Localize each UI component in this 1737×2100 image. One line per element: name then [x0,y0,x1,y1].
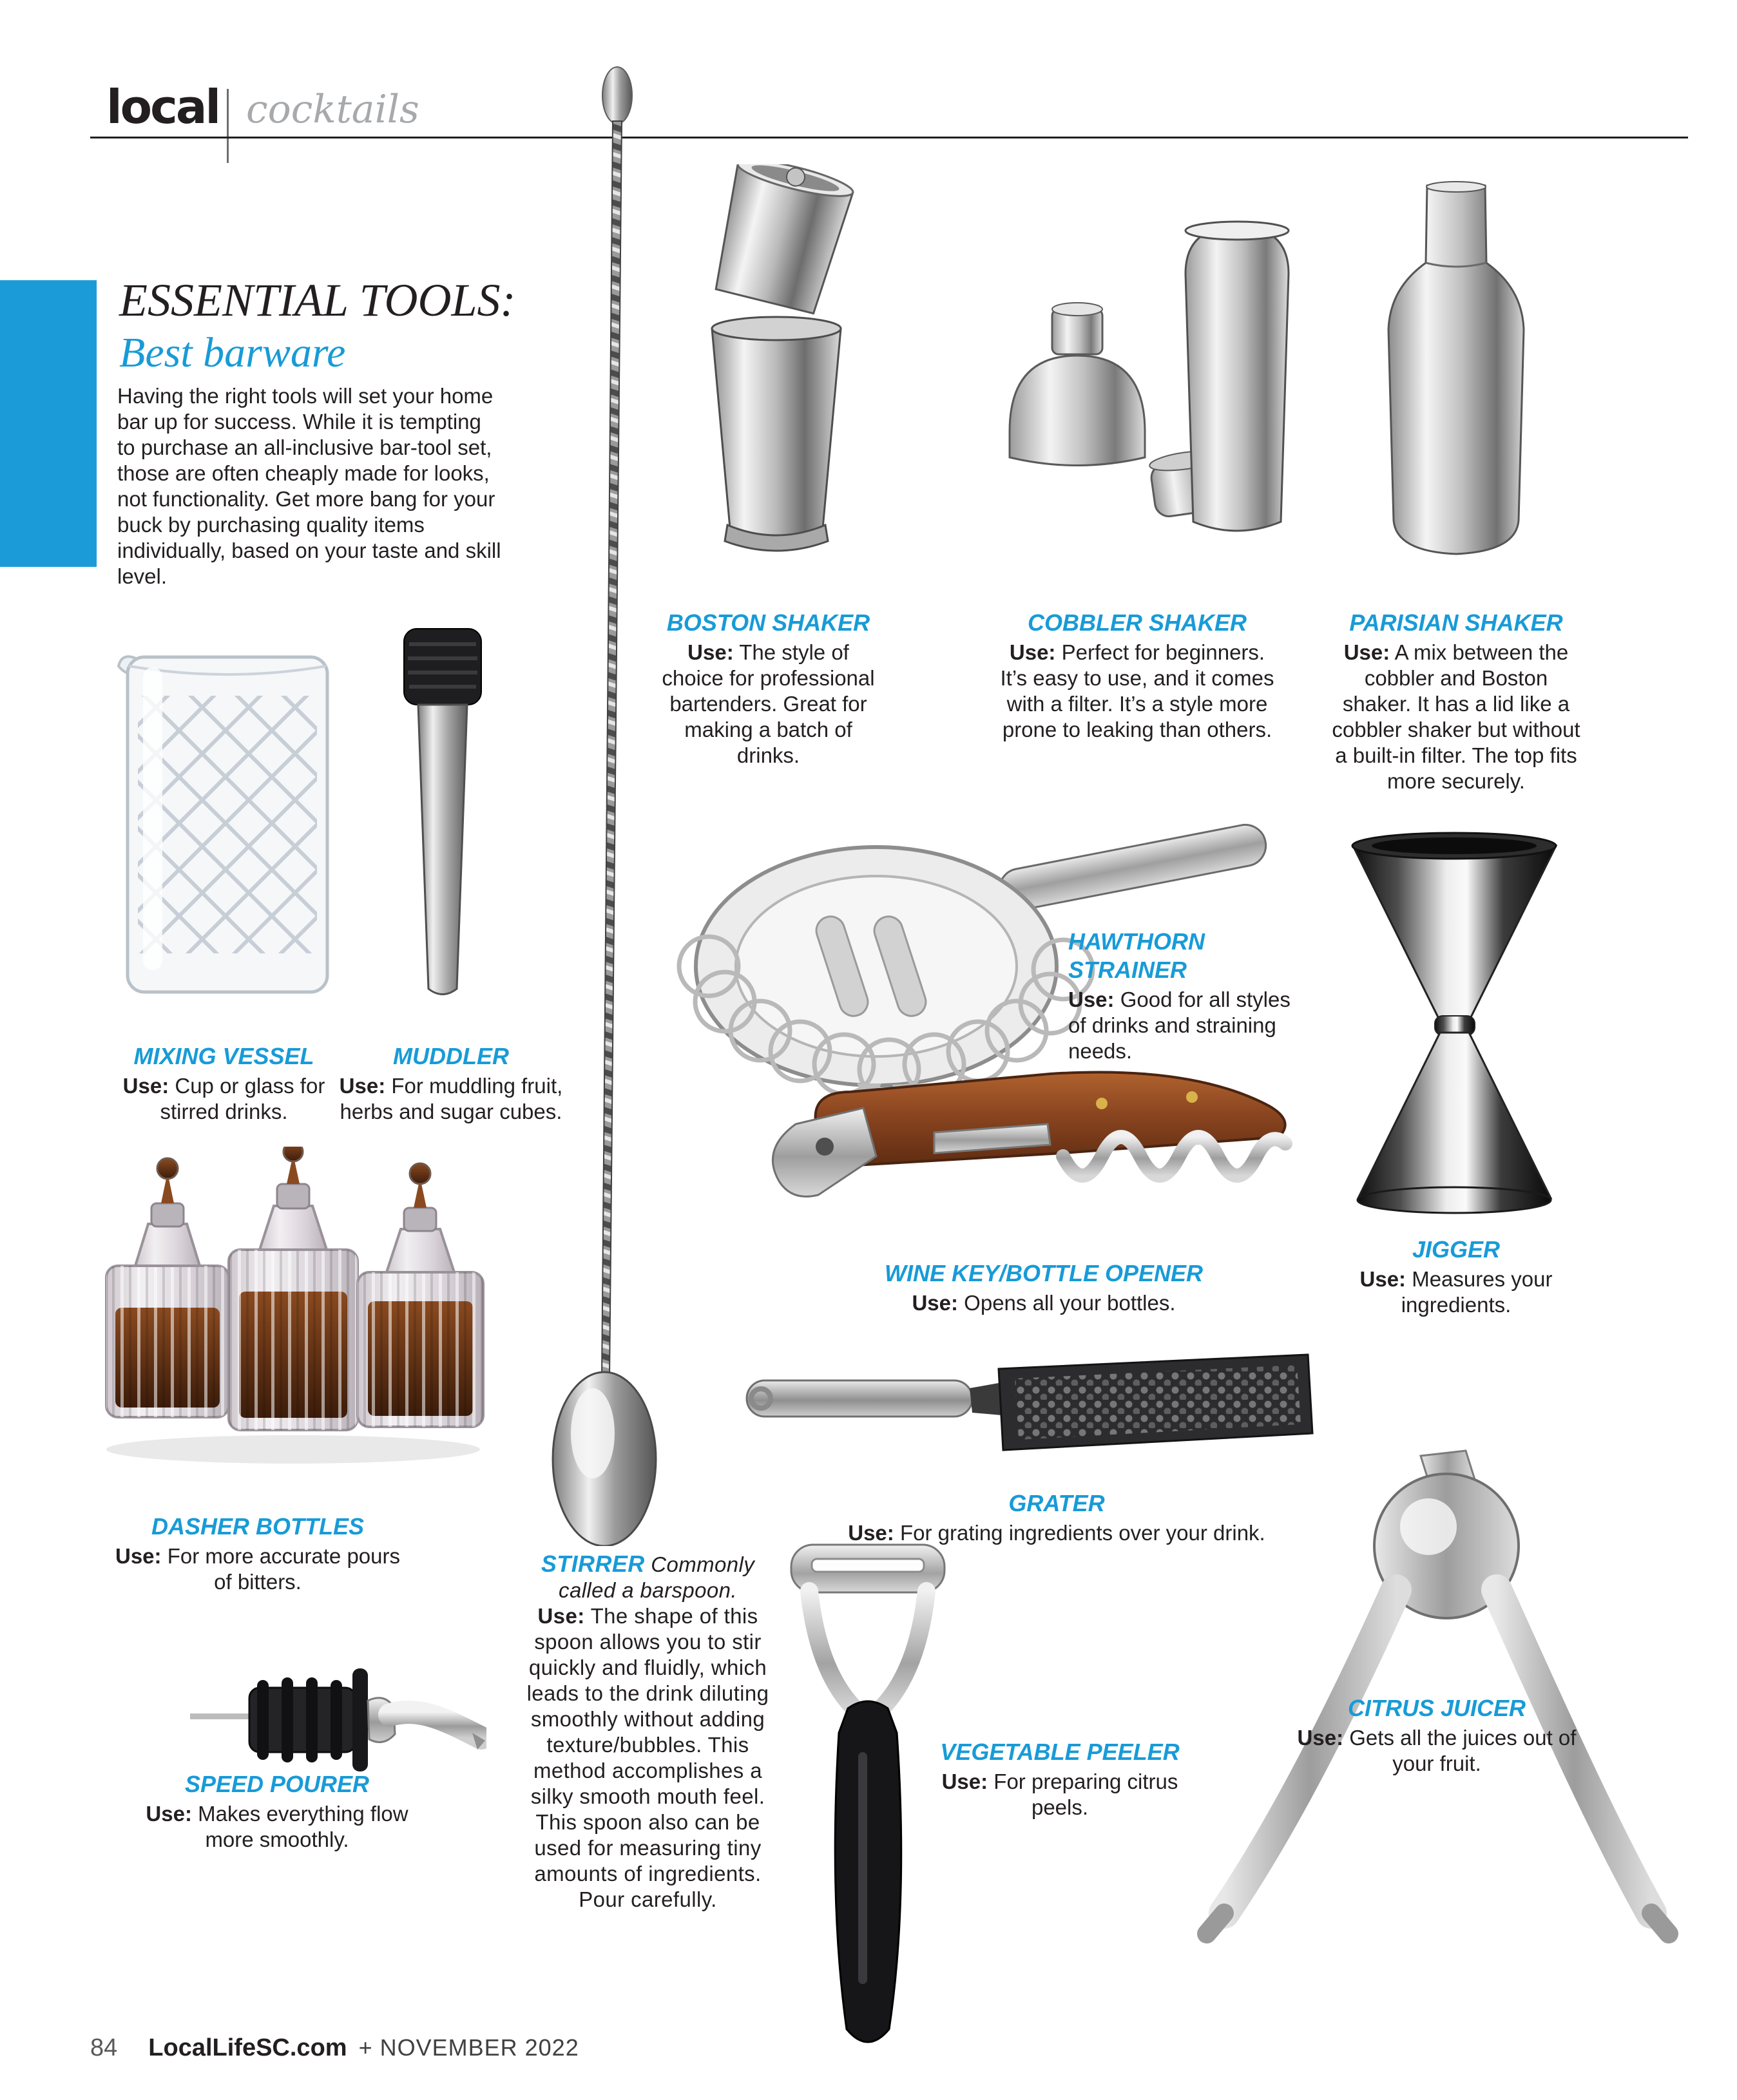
caption-grater [818,1489,1295,1546]
caption-jigger [1356,1236,1556,1318]
item-description: For more accurate pours of bitters. [167,1544,400,1594]
intro-paragraph: Having the right tools will set your home bar up for success. While it is tempting to purchase an all-inclusive bar-tool set, those are often cheaply made for looks, not functionality. Get more bang for your buck by purchasing quality items individually, based on your taste and skill level. [117,384,501,588]
stirrer-image [548,64,664,1546]
masthead-divider [227,89,229,163]
use-label: Use: [1297,1726,1344,1750]
magazine-logo: local [106,80,220,134]
page-footer [90,2034,579,2062]
wine-key-image [741,1047,1321,1253]
use-label: Use: [1359,1267,1406,1291]
item-title-dasher-bottles: DASHER BOTTLES [151,1513,364,1540]
item-description: Cup or glass for stirred drinks. [160,1074,325,1123]
item-description: Opens all your bottles. [964,1291,1176,1315]
jigger-image [1343,828,1566,1227]
use-label: Use: [687,640,734,664]
item-title-boston-shaker: BOSTON SHAKER [666,609,870,636]
item-title-mixing-vessel: MIXING VESSEL [133,1043,314,1069]
item-title-wine-key: WINE KEY/BOTTLE OPENER [884,1260,1204,1286]
caption-citrus-juicer [1295,1694,1579,1777]
muddler-image [390,625,496,1008]
use-label: Use: [122,1074,169,1098]
item-description: Gets all the juices out of your fruit. [1349,1726,1577,1775]
item-title-muddler: MUDDLER [393,1043,509,1069]
caption-speed-pourer [139,1770,416,1853]
use-label: Use: [146,1802,192,1826]
caption-muddler [335,1042,567,1125]
item-description: For muddling fruit, herbs and sugar cubes. [340,1074,563,1123]
item-subtitle-stirrer: Commonly called a barspoon. [559,1552,755,1602]
accent-bar [0,280,97,567]
use-label: Use: [1068,988,1115,1011]
caption-parisian-shaker [1330,609,1582,794]
caption-vegetable-peeler [925,1738,1195,1820]
item-title-hawthorn-strainer: HAWTHORN STRAINER [1068,928,1205,983]
mixing-vessel-image [110,638,341,1008]
caption-hawthorn-strainer [1068,928,1300,1064]
item-description: Perfect for beginners. It’s easy to use, and it comes with a filter. It’s a style more prone to leaking than others. [1000,640,1274,741]
use-label: Use: [115,1544,162,1568]
article-subtitle: Best barware [119,329,346,376]
item-description: For preparing citrus peels. [993,1770,1178,1819]
footer-issue: + NOVEMBER 2022 [358,2034,579,2061]
use-label: Use: [339,1074,386,1098]
use-label: Use: [912,1291,958,1315]
item-title-parisian-shaker: PARISIAN SHAKER [1349,609,1563,636]
item-description: Makes everything flow more smoothly. [198,1802,408,1851]
item-title-stirrer: STIRRER [541,1551,645,1577]
item-title-jigger: JIGGER [1412,1236,1501,1263]
footer-site: LocalLifeSC.com [148,2034,347,2061]
section-title: cocktails [246,87,419,132]
caption-cobbler-shaker [999,609,1276,743]
use-label: Use: [848,1521,894,1545]
item-title-grater: GRATER [1008,1490,1105,1516]
item-description: For grating ingredients over your drink. [899,1521,1265,1545]
cobbler-shaker-image [995,187,1298,573]
caption-mixing-vessel [100,1042,348,1125]
article-title: ESSENTIAL TOOLS: [119,274,516,326]
item-description: Measures your ingredients. [1401,1267,1553,1317]
masthead-rule [90,137,1688,138]
page-number: 84 [90,2034,118,2061]
parisian-shaker-image [1356,180,1556,573]
item-title-speed-pourer: SPEED POURER [184,1771,370,1797]
item-title-cobbler-shaker: COBBLER SHAKER [1027,609,1247,636]
item-description: The shape of this spoon allows you to stir quickly and fluidly, which leads to the drink diluting smoothly without adding texture/bubbles. This method accomplishes a silky smooth mouth feel. This spoon also can be used for measuring tiny amounts of ingredients. Pour carefully. [526,1604,769,1911]
caption-wine-key [831,1259,1256,1316]
item-title-vegetable-peeler: VEGETABLE PEELER [940,1739,1180,1765]
item-description: The style of choice for professional bartenders. Great for making a batch of drinks. [662,640,875,767]
use-label: Use: [1343,640,1390,664]
dasher-bottles-image [87,1147,499,1475]
caption-boston-shaker [657,609,879,768]
item-description: Good for all styles of drinks and straining needs. [1068,988,1291,1063]
caption-stirrer [514,1551,782,1913]
use-label: Use: [1009,640,1056,664]
caption-dasher-bottles [113,1513,403,1595]
item-title-citrus-juicer: CITRUS JUICER [1347,1695,1526,1721]
boston-shaker-image [673,164,879,570]
use-label: Use: [941,1770,988,1793]
speed-pourer-image [190,1662,486,1775]
use-label: Use: [537,1604,585,1628]
item-description: A mix between the cobbler and Boston shaker. It has a lid like a cobbler shaker but without a built-in filter. The top fits more securely. [1332,640,1580,793]
